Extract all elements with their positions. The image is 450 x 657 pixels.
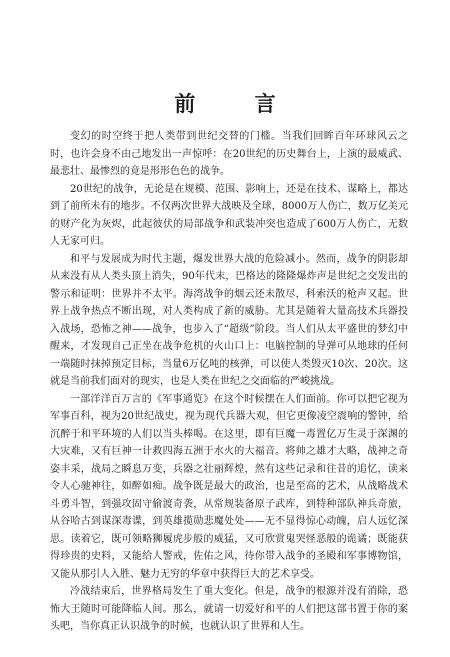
paragraph-4: 一部洋洋百万言的《军事通览》在这个时候摆在人们面前。你可以把它视为军事百科，视为20世纪战史，视为现代兵器大观，但它更像凌空震响的警钟，给沉醉于和平环境的人们以当头棒喝。在这里，即有巨魔一毒置亿万生灵于深渊的大灾难，又有巨神一计救四海五洲于水火的大福音。将帅之雄才大略，战神之奇姿丰采，战局之瞬息万变，兵器之壮丽辉煌，然有这些记录和往昔的追忆，读来令人心驰神往，如醉如痴。战争既是最大的政治，也是至高的艺术，从战略战术斗勇斗智，到强攻固守偷渡奇袭，从常规装备原子武库，到特种部队神兵奇旅，从谷哈古到谋深毒谍，到英雄揽勋悲魔处处——无不显得惊心动魄，启人远忆深思。读着它，既可领略狮履虎步般的威猛，又可欣赏鬼哭怪恶般的诡谲；既能获得珍贵的史料，又能给人警戒，佐佑之风，待你带入战争的圣殿和军事博物馆，又能从那引人入胜、魅力无穷的华章中获得巨大的艺术享受。 [50,393,408,580]
preface-body [50,128,408,636]
page-title: 前 言 [174,92,302,116]
paragraph-3: 和平与发展成为时代主题，爆发世界大战的危险减小。然而，战争的阴影却从来没有从人类头顶上消失，90年代末，巴格达的隆隆爆炸声是世纪之交发出的警示和证明：世界并不太平。海湾战争的烟云还未散尽，科索沃的枪声又起。世界上战争热点不断出现，对人类构成了新的威胁。尤其是随着大量高技术兵器投入战场，恐怖之神——战争，也步入了“超级”阶段。当人们从太平盛世的梦幻中醒来，才发现自己正坐在战争危机的火山口上：电脑控制的导弹可从地球的任何一端随时抹掉预定目标，当量6万亿吨的核弹，可以使人类毁灭10次、20次。这就是当前我们面对的现实，也是人类在世纪之交面临的严峻挑战。 [50,253,408,387]
paragraph-1: 变幻的时空终于把人类带到世纪交替的门槛。当我们回眸百年环球风云之时，也许会身不由己地发出一声惊呼：在20世纪的历史舞台上，上演的最威武、最悲壮、最惨烈的竟是形形色色的战争。 [50,131,408,177]
paragraph-2: 20世纪的战争，无论是在规模、范围、影响上，还是在技术、谋略上，都达到了前所未有的地步。不仅两次世界大战映及全球，8000万人伤亡，数万亿美元的财产化为灰烬，此起彼伏的局部战争和武装冲突也造成了600万人伤亡，无数人无家可归。 [50,183,408,247]
paragraph-5: 冷战结束后，世界格局发生了重大变化。但是，战争的根源并没有消除，恐怖大王随时可能降临人间。那么，就请一切爱好和平的人们把这部书置于你的案头吧，当你真正认识战争的时候，也就认识了世界和人生。 [50,586,408,632]
